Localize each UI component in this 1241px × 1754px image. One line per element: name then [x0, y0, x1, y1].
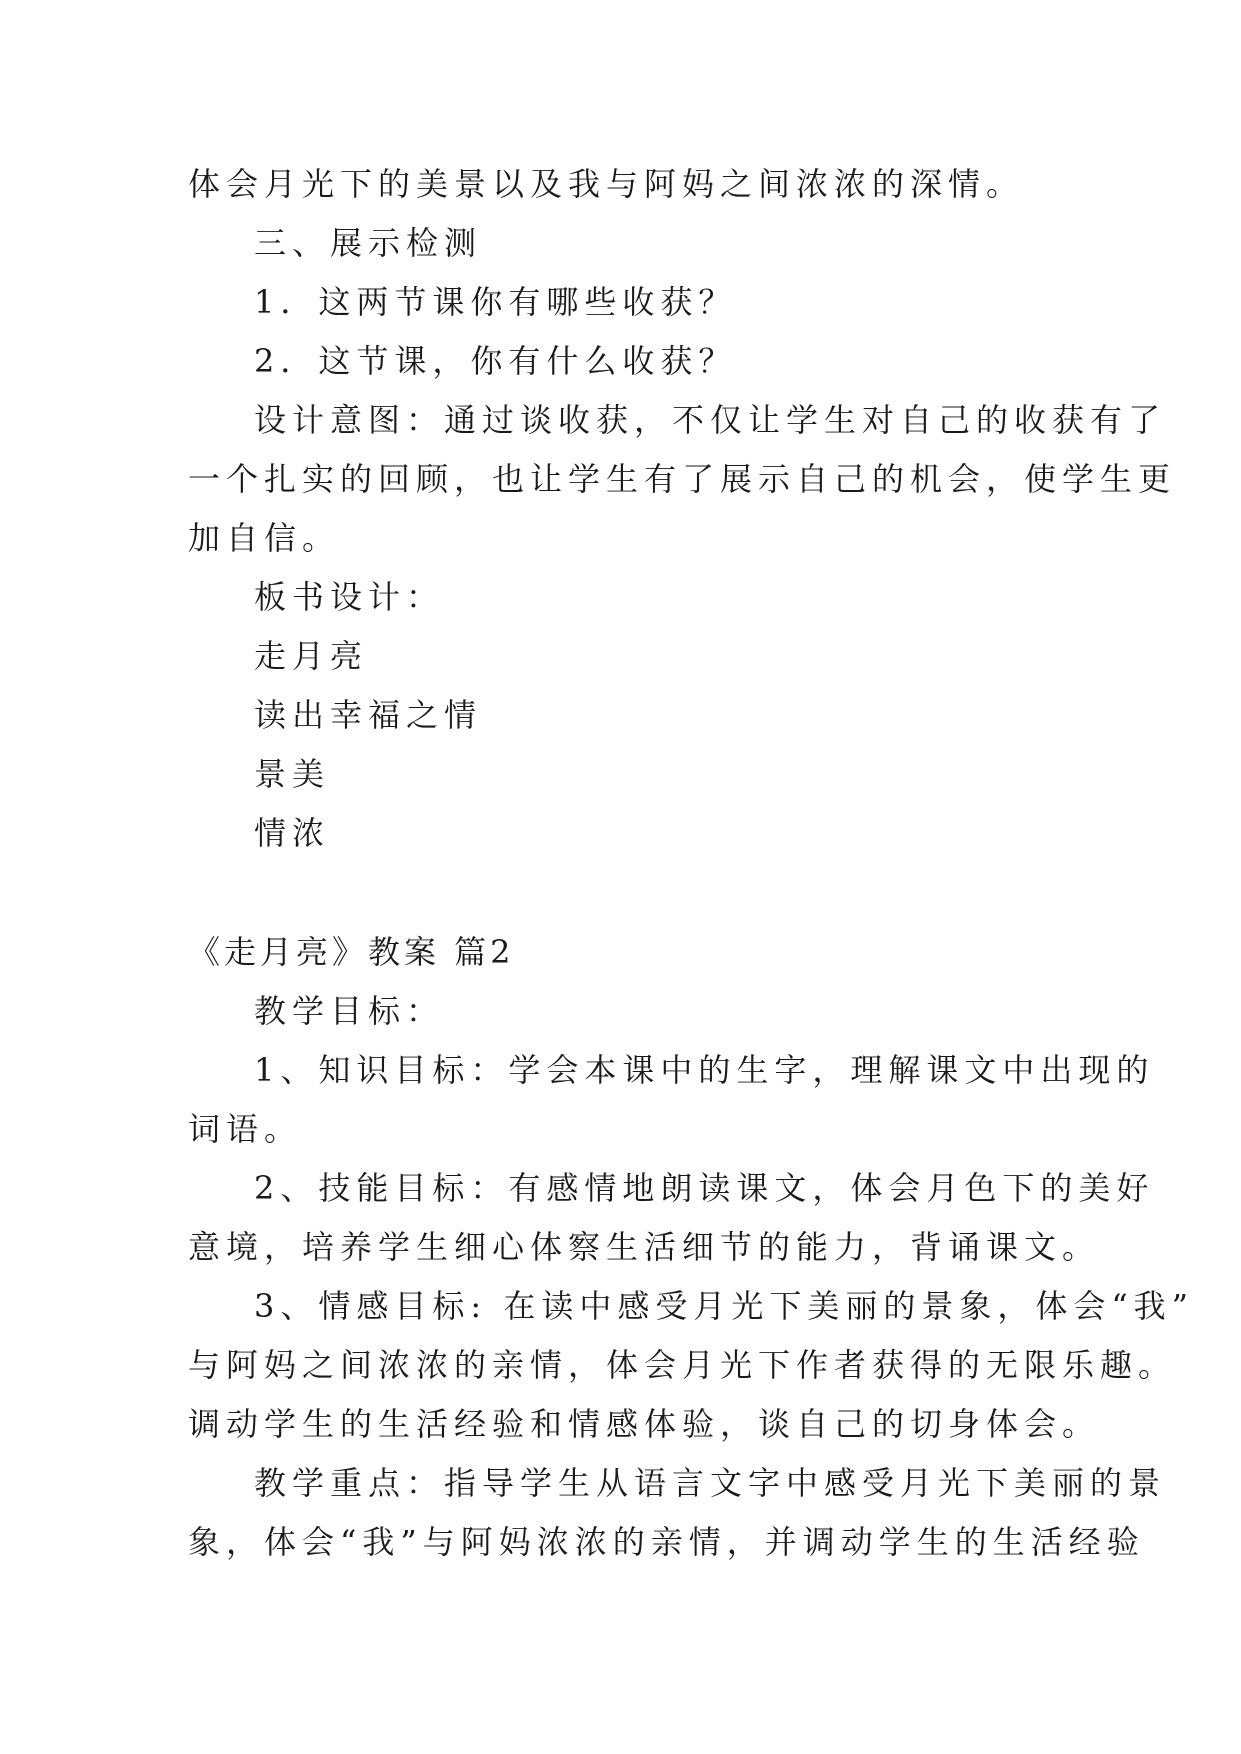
paragraph-line: 象，体会“我”与阿妈浓浓的亲情，并调动学生的生活经验 — [188, 1523, 1145, 1561]
paragraph-line: 与阿妈之间浓浓的亲情，体会月光下作者获得的无限乐趣。 — [188, 1346, 1177, 1384]
paragraph-line: 一个扎实的回顾，也让学生有了展示自己的机会，使学生更 — [188, 460, 1177, 498]
paragraph-line: 2、技能目标：有感情地朗读课文，体会月色下的美好 — [254, 1169, 1155, 1207]
list-item: 1．这两节课你有哪些收获？ — [254, 283, 737, 321]
board-line: 景美 — [254, 755, 331, 793]
board-line: 情浓 — [254, 814, 331, 852]
section-heading: 三、展示检测 — [254, 224, 483, 262]
section-title: 《走月亮》教案 篇2 — [188, 933, 515, 971]
paragraph-line: 意境，培养学生细心体察生活细节的能力，背诵课文。 — [188, 1228, 1101, 1266]
paragraph-line: 1、知识目标：学会本课中的生字，理解课文中出现的 — [254, 1051, 1155, 1089]
list-item: 2．这节课，你有什么收获？ — [254, 342, 737, 380]
paragraph-line: 加自信。 — [188, 519, 341, 557]
board-line: 读出幸福之情 — [254, 696, 483, 734]
paragraph-line: 词语。 — [188, 1110, 303, 1148]
paragraph-line: 3、情感目标: 在读中感受月光下美丽的景象，体会“我” — [254, 1287, 1195, 1325]
paragraph-line: 体会月光下的美景以及我与阿妈之间浓浓的深情。 — [188, 165, 1025, 203]
paragraph-line: 设计意图：通过谈收获，不仅让学生对自己的收获有了 — [254, 401, 1167, 439]
paragraph-line: 调动学生的生活经验和情感体验，谈自己的切身体会。 — [188, 1405, 1101, 1443]
section-heading: 教学目标： — [254, 992, 445, 1030]
paragraph-line: 教学重点：指导学生从语言文字中感受月光下美丽的景 — [254, 1464, 1167, 1502]
board-design-label: 板书设计： — [254, 578, 445, 616]
board-line: 走月亮 — [254, 637, 369, 675]
